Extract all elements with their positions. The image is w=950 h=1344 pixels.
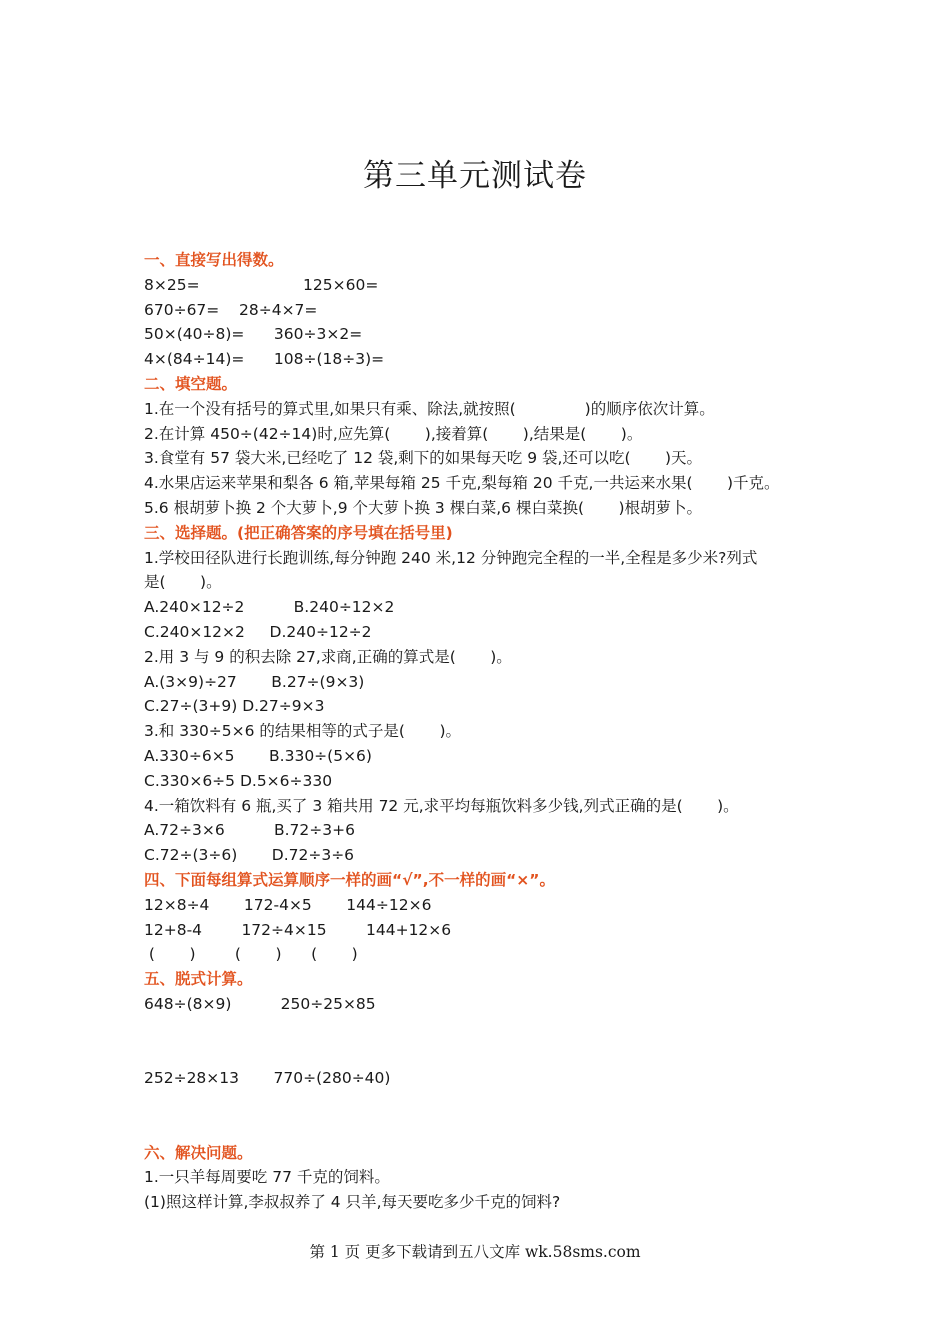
problem-line: 12×8÷4 172-4×5 144÷12×6 <box>144 895 432 914</box>
section-heading: 三、选择题。(把正确答案的序号填在括号里) <box>144 523 453 542</box>
section-multiple-choice <box>144 521 824 868</box>
choice-line: C.240×12×2 D.240÷12÷2 <box>144 622 372 641</box>
problem-line: 12+8-4 172÷4×15 144+12×6 <box>144 920 452 939</box>
problem-line: 2.用 3 与 9 的积去除 27,求商,正确的算式是( )。 <box>144 647 512 666</box>
section-fill-in <box>144 372 824 521</box>
problem-line: 670÷67= 28÷4×7= <box>144 300 318 319</box>
page-title: 第三单元测试卷 <box>363 158 587 194</box>
work-space <box>144 1091 824 1141</box>
section-heading: 五、脱式计算。 <box>144 970 253 989</box>
section-step-calculation <box>144 967 824 1141</box>
worksheet-content <box>144 248 824 1215</box>
problem-line: 2.在计算 450÷(42÷14)时,应先算( ),接着算( ),结果是( )。 <box>144 424 643 443</box>
page-footer: 第 1 页 更多下载请到五八文库 wk.58sms.com <box>309 1243 641 1261</box>
section-heading: 四、下面每组算式运算顺序一样的画“√”,不一样的画“×”。 <box>144 870 555 889</box>
problem-line: 8×25= 125×60= <box>144 275 379 294</box>
problem-line: 648÷(8×9) 250÷25×85 <box>144 994 376 1013</box>
problem-line: 50×(40÷8)= 360÷3×2= <box>144 325 363 344</box>
problem-line: 是( )。 <box>144 573 222 592</box>
section-word-problems <box>144 1141 824 1215</box>
section-heading: 二、填空题。 <box>144 374 238 393</box>
problem-line: 4.一箱饮料有 6 瓶,买了 3 箱共用 72 元,求平均每瓶饮料多少钱,列式正确的是( )。 <box>144 796 739 815</box>
choice-line: C.72÷(3÷6) D.72÷3÷6 <box>144 846 355 865</box>
problem-line: (1)照这样计算,李叔叔养了 4 只羊,每天要吃多少千克的饲料? <box>144 1193 561 1212</box>
choice-line: A.240×12÷2 B.240÷12×2 <box>144 598 395 617</box>
problem-line: 4.水果店运来苹果和梨各 6 箱,苹果每箱 25 千克,梨每箱 20 千克,一共运来水果( )千克。 <box>144 474 780 493</box>
section-heading: 六、解决问题。 <box>144 1143 253 1162</box>
problem-line: 1.学校田径队进行长跑训练,每分钟跑 240 米,12 分钟跑完全程的一半,全程是多少米?列式 <box>144 548 758 567</box>
problem-line: 1.一只羊每周要吃 77 千克的饲料。 <box>144 1168 390 1187</box>
section-heading: 一、直接写出得数。 <box>144 251 284 269</box>
choice-line: A.330÷6×5 B.330÷(5×6) <box>144 746 372 765</box>
problem-line: 252÷28×13 770÷(280÷40) <box>144 1069 391 1088</box>
problem-line: 1.在一个没有括号的算式里,如果只有乘、除法,就按照( )的顺序依次计算。 <box>144 399 715 418</box>
choice-line: C.330×6÷5 D.5×6÷330 <box>144 771 333 790</box>
section-direct-answers <box>144 248 824 372</box>
choice-line: C.27÷(3+9) D.27÷9×3 <box>144 697 325 716</box>
choice-line: A.72÷3×6 B.72÷3+6 <box>144 821 355 840</box>
problem-line: 5.6 根胡萝卜换 2 个大萝卜,9 个大萝卜换 3 棵白菜,6 棵白菜换( )根胡萝卜。 <box>144 498 703 517</box>
choice-line: A.(3×9)÷27 B.27÷(9×3) <box>144 672 365 691</box>
problem-line: 3.和 330÷5×6 的结果相等的式子是( )。 <box>144 722 462 741</box>
answer-blanks: ( ) ( ) ( ) <box>144 945 358 964</box>
section-order-check <box>144 868 824 967</box>
problem-line: 3.食堂有 57 袋大米,已经吃了 12 袋,剩下的如果每天吃 9 袋,还可以吃( )天。 <box>144 449 703 468</box>
work-space <box>144 1017 824 1067</box>
problem-line: 4×(84÷14)= 108÷(18÷3)= <box>144 350 385 369</box>
